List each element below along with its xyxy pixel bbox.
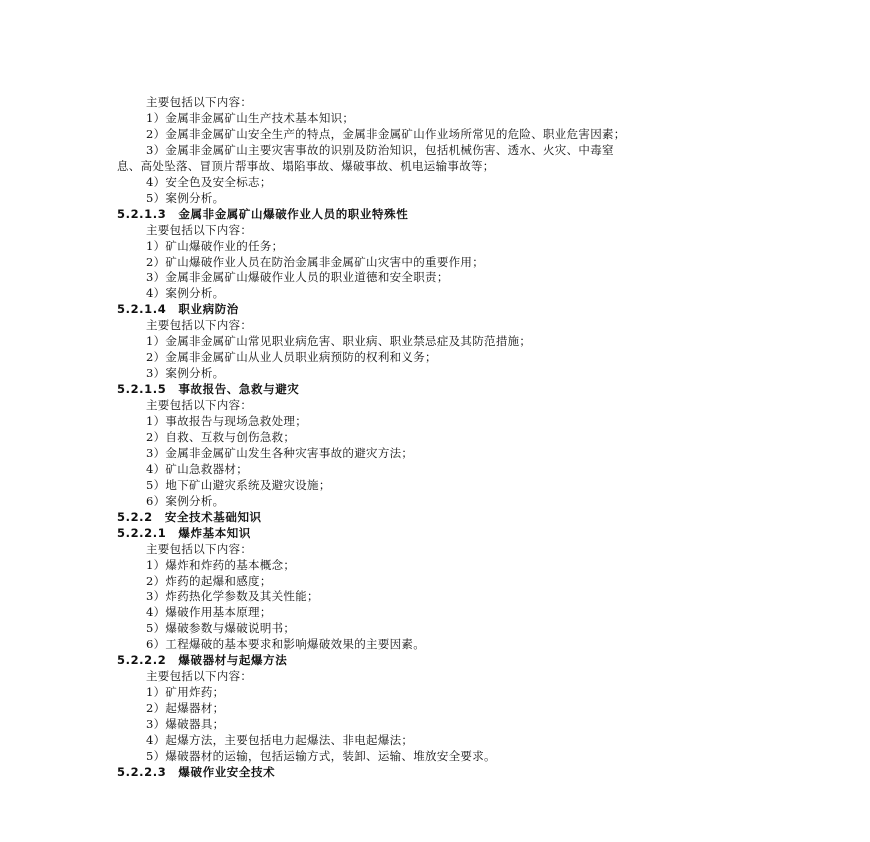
- text-line: 2）炸药的起爆和感度；: [146, 573, 272, 588]
- text-line: 3）爆破器具；: [146, 717, 225, 732]
- text-line: 1）爆炸和炸药的基本概念；: [146, 557, 296, 572]
- text-line: 5）爆破参数与爆破说明书；: [146, 621, 296, 636]
- text-line: 2）矿山爆破作业人员在防治金属非金属矿山灾害中的重要作用；: [146, 254, 485, 269]
- text-line: 3）金属非金属矿山爆破作业人员的职业道德和安全职责；: [146, 270, 449, 285]
- text-line: 1）矿用炸药；: [146, 685, 225, 700]
- text-line: 2）起爆器材；: [146, 701, 225, 716]
- text-line: 2）自救、互救与创伤急救；: [146, 429, 296, 444]
- text-line: 5）地下矿山避灾系统及避灾设施；: [146, 477, 331, 492]
- section-heading: 5.2.1.5 事故报告、急救与避灾: [117, 382, 300, 397]
- text-line: 主要包括以下内容：: [146, 398, 253, 413]
- text-line: 5）案例分析。: [146, 190, 225, 205]
- section-heading: 5.2.2.1 爆炸基本知识: [117, 525, 252, 540]
- section-heading: 5.2.2 安全技术基础知识: [117, 509, 262, 524]
- text-line: 主要包括以下内容：: [146, 669, 253, 684]
- text-line: 1）金属非金属矿山常见职业病危害、职业病、职业禁忌症及其防范措施；: [146, 334, 532, 349]
- section-heading: 5.2.2.2 爆破器材与起爆方法: [117, 653, 288, 668]
- text-line: 4）案例分析。: [146, 286, 225, 301]
- text-line: 主要包括以下内容：: [146, 541, 253, 556]
- text-line: 3）金属非金属矿山主要灾害事故的识别及防治知识，包括机械伤害、透水、火灾、中毒窒: [146, 142, 614, 157]
- text-line: 5）爆破器材的运输，包括运输方式，装卸、运输、堆放安全要求。: [146, 748, 496, 763]
- text-line: 4）爆破作用基本原理；: [146, 605, 272, 620]
- text-line: 主要包括以下内容：: [146, 318, 253, 333]
- text-line: 主要包括以下内容：: [146, 95, 253, 109]
- text-line: 3）案例分析。: [146, 366, 225, 381]
- text-line: 3）金属非金属矿山发生各种灾害事故的避灾方法；: [146, 445, 414, 460]
- text-line: 6）案例分析。: [146, 493, 225, 508]
- section-heading: 5.2.1.3 金属非金属矿山爆破作业人员的职业特殊性: [117, 206, 409, 221]
- section-heading: 5.2.2.3 爆破作业安全技术: [117, 764, 276, 779]
- text-line: 3）炸药热化学参数及其关性能；: [146, 589, 319, 604]
- text-line: 1）事故报告与现场急救处理；: [146, 414, 308, 428]
- text-line: 2）金属非金属矿山从业人员职业病预防的权利和义务；: [146, 350, 437, 365]
- text-line: 息、高处坠落、冒顶片帮事故、塌陷事故、爆破事故、机电运输事故等；: [117, 158, 495, 173]
- text-line: 主要包括以下内容：: [146, 222, 253, 237]
- text-line: 4）矿山急救器材；: [146, 461, 249, 476]
- text-line: 1）矿山爆破作业的任务；: [146, 238, 284, 253]
- text-line: 4）安全色及安全标志；: [146, 174, 272, 189]
- text-line: 1）金属非金属矿山生产技术基本知识；: [146, 110, 355, 125]
- text-line: 6）工程爆破的基本要求和影响爆破效果的主要因素。: [146, 637, 426, 652]
- section-heading: 5.2.1.4 职业病防治: [117, 302, 239, 317]
- text-line: 4）起爆方法，主要包括电力起爆法、非电起爆法；: [146, 733, 414, 747]
- text-line: 2）金属非金属矿山安全生产的特点，金属非金属矿山作业场所常见的危险、职业危害因素；: [146, 126, 626, 141]
